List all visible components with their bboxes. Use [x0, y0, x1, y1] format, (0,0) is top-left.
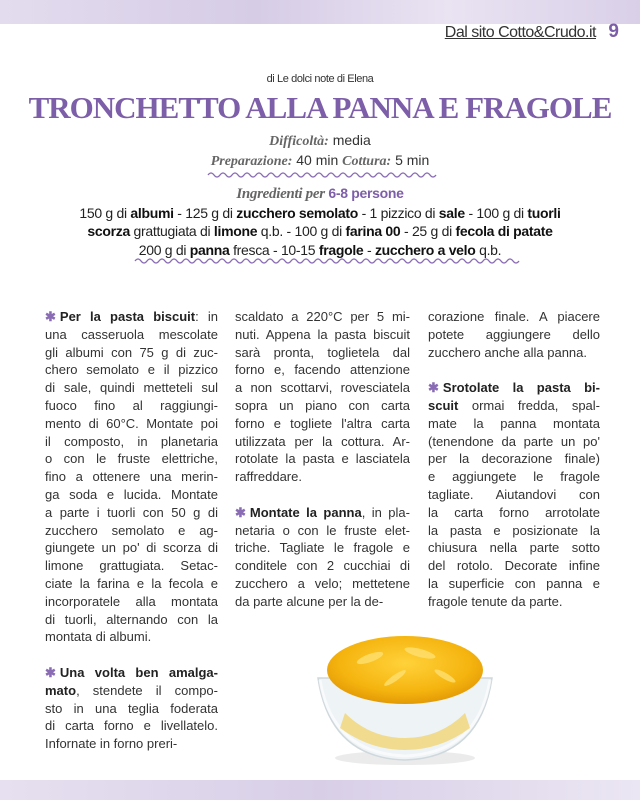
ingredient-name: tuorli	[527, 204, 561, 221]
ingredient-quantity: - 1 pizzico di	[358, 204, 439, 221]
text-line: a parte i tuorli con 50 g di	[45, 504, 218, 520]
text-line: incorporatele alla montata	[45, 593, 218, 609]
text-line: utilizzata per la cottura. Ar-	[235, 433, 410, 449]
text-line: nuti. Appena la pasta biscuit	[235, 326, 410, 342]
ingredients-line	[0, 204, 640, 223]
paragraph-lead: Per la pasta biscuit	[59, 309, 196, 324]
text-line: sarà pronta, toglietela dal	[235, 344, 410, 360]
text-line: sto in una teglia foderata	[45, 700, 218, 716]
paragraph-lead: Una volta ben amalga-	[59, 664, 218, 680]
ingredient-name: fecola di patate	[455, 223, 553, 239]
text-line: triche. Tagliate le fragole e	[235, 540, 410, 556]
text-column-1	[45, 308, 218, 771]
text-line: scaldato a 220°C per 5 mi-	[235, 309, 410, 324]
ingredient-quantity: - 125 g di	[173, 204, 237, 221]
ingredient-quantity: q.b.	[475, 241, 502, 258]
text-line: a non scottarvi, rovesciatela	[235, 380, 410, 396]
text-line: Infornate in forno preri-	[45, 736, 178, 752]
text-line: forno e, facendo attenzione	[235, 362, 410, 378]
recipe-author: di Le dolci note di Elena	[266, 73, 374, 85]
text-line: chero semolato e il pizzico	[45, 362, 218, 378]
asterisk-bullet-icon: ✱	[45, 664, 56, 680]
text-line: netaria o con le fruste elet-	[235, 522, 410, 538]
text-line: fragole tenute da parte.	[428, 593, 563, 609]
text-fragment: ormai fredda, spal-	[458, 397, 600, 413]
text-line: la pasta e posizionate la	[428, 522, 600, 538]
recipe-meta	[0, 131, 640, 171]
text-line: o con le fruste elettriche,	[45, 451, 218, 467]
text-line: montata di albumi.	[45, 629, 152, 645]
text-fragment: : in	[195, 309, 218, 324]
ingredient-name: zucchero a velo	[374, 241, 476, 258]
ingredient-quantity: 200 g di	[138, 241, 190, 258]
text-line: una casseruola mescolate	[45, 326, 218, 342]
text-line: la superficie con panna e	[428, 575, 600, 591]
recipe-title: TRONCHETTO ALLA PANNA E FRAGOLE	[28, 90, 612, 125]
top-decorative-band	[0, 0, 640, 24]
ingredient-name: zucchero semolato	[236, 204, 358, 221]
text-line: mate la panna montata	[428, 415, 600, 431]
text-line: la carta forno arrotolate	[428, 504, 600, 520]
text-line: (tenendone da parte un po'	[428, 433, 600, 449]
ingredient-name: panna	[189, 241, 230, 258]
cook-label: Cottura:	[342, 154, 392, 169]
text-line	[45, 682, 218, 700]
asterisk-bullet-icon: ✱	[235, 504, 246, 520]
text-line	[45, 664, 218, 682]
text-line: chiusura nella parte sotto	[428, 540, 600, 556]
ingredient-quantity: grattugiata di	[129, 223, 214, 239]
paragraph-lead: mato	[45, 682, 77, 698]
text-fragment: , stendete il compo-	[76, 682, 218, 698]
text-line	[428, 397, 600, 415]
text-line: corazione finale. A piacere	[428, 309, 600, 324]
ingredient-name: limone	[213, 223, 258, 239]
ingredients-label: Ingredienti per	[236, 186, 325, 202]
text-line	[235, 504, 410, 522]
text-line: forno e togliete l'altra carta	[235, 415, 410, 431]
text-line: per la decorazione finale)	[428, 451, 600, 467]
source-site-label: Dal sito Cotto&Crudo.it	[444, 24, 596, 41]
ingredient-name: fragole	[318, 241, 364, 258]
text-line: giungete un po' di scorza di	[45, 540, 218, 556]
bottom-decorative-band	[0, 780, 640, 800]
text-line: di carta forno e livellatelo.	[45, 718, 218, 734]
text-line: zucchero anche alla panna.	[428, 344, 588, 360]
ingredient-name: sale	[438, 204, 465, 221]
ingredient-name: albumi	[130, 204, 174, 221]
text-line: limone grattugiata. Setac-	[45, 558, 218, 574]
cook-value: 5 min	[395, 152, 430, 168]
text-line: raffreddare.	[235, 469, 302, 485]
text-line	[428, 379, 600, 397]
page-number: 9	[608, 21, 619, 42]
difficulty-value: media	[332, 132, 371, 148]
text-line: zucchero a velo; mettetene	[235, 575, 410, 591]
difficulty-label: Difficoltà:	[269, 134, 329, 149]
paragraph	[428, 308, 600, 361]
text-column-3	[428, 308, 600, 628]
prep-value: 40 min	[296, 152, 339, 168]
paragraph-lead: scuit	[428, 397, 459, 413]
paragraph	[45, 664, 218, 753]
text-column-2	[235, 308, 410, 628]
ingredient-quantity: 150 g di	[79, 204, 131, 221]
text-line: fuoco fino al raggiungi-	[45, 397, 218, 413]
text-line	[45, 308, 218, 326]
text-line: ga soda e lucida. Montate	[45, 486, 218, 502]
text-line: di sale, quindi metteteli sul	[45, 380, 218, 396]
prep-label: Preparazione:	[210, 154, 293, 169]
ingredients-block	[0, 184, 640, 259]
lemon-zest-bowl-image	[310, 618, 500, 768]
ingredients-line	[0, 222, 640, 241]
text-line: da parte alcune per la de-	[235, 593, 384, 609]
ingredient-quantity: -	[363, 241, 375, 258]
text-line: sopra un piano con carta	[235, 397, 410, 413]
text-line: conditele con 2 cucchiai di	[235, 558, 410, 574]
ingredient-quantity: - 100 g di	[464, 204, 528, 221]
ingredient-name: farina 00	[345, 223, 401, 239]
ingredient-quantity: - 25 g di	[400, 223, 456, 239]
text-line: tagliate. Aiutandovi con	[428, 486, 600, 502]
text-line: ciate la farina e la fecola e	[45, 575, 218, 591]
asterisk-bullet-icon: ✱	[428, 380, 439, 396]
wave-divider	[0, 257, 640, 265]
paragraph	[428, 379, 600, 610]
text-fragment: , in pla-	[361, 504, 410, 520]
paragraph	[235, 308, 410, 486]
paragraph	[235, 504, 410, 611]
text-line: di tuorli, alternando con la	[45, 611, 218, 627]
text-line: e aggiungete le fragole	[428, 469, 600, 485]
text-line: gli albumi con 75 g di zuc-	[45, 344, 218, 360]
asterisk-bullet-icon: ✱	[45, 309, 56, 324]
ingredient-quantity: fresca - 10-15	[229, 241, 319, 258]
paragraph-lead: Montate la panna	[249, 504, 362, 520]
text-line: del rotolo. Decorate infine	[428, 558, 600, 574]
text-line: mento di 60°C. Montate poi	[45, 415, 218, 431]
servings: 6-8 persone	[328, 185, 404, 201]
text-line: rotolate la pasta e lasciatela	[235, 451, 410, 467]
ingredient-quantity: q.b. - 100 g di	[257, 223, 346, 239]
text-line: zucchero semolato e ag-	[45, 522, 218, 538]
ingredient-name: scorza	[87, 223, 130, 239]
wave-divider	[0, 171, 640, 179]
paragraph-lead: Srotolate la pasta bi-	[442, 380, 600, 396]
text-line: potete aggiungere dello	[428, 326, 600, 342]
text-line: fino a ottenere una merin-	[45, 469, 218, 485]
paragraph	[45, 308, 218, 646]
text-line: il composto, in planetaria	[45, 433, 218, 449]
